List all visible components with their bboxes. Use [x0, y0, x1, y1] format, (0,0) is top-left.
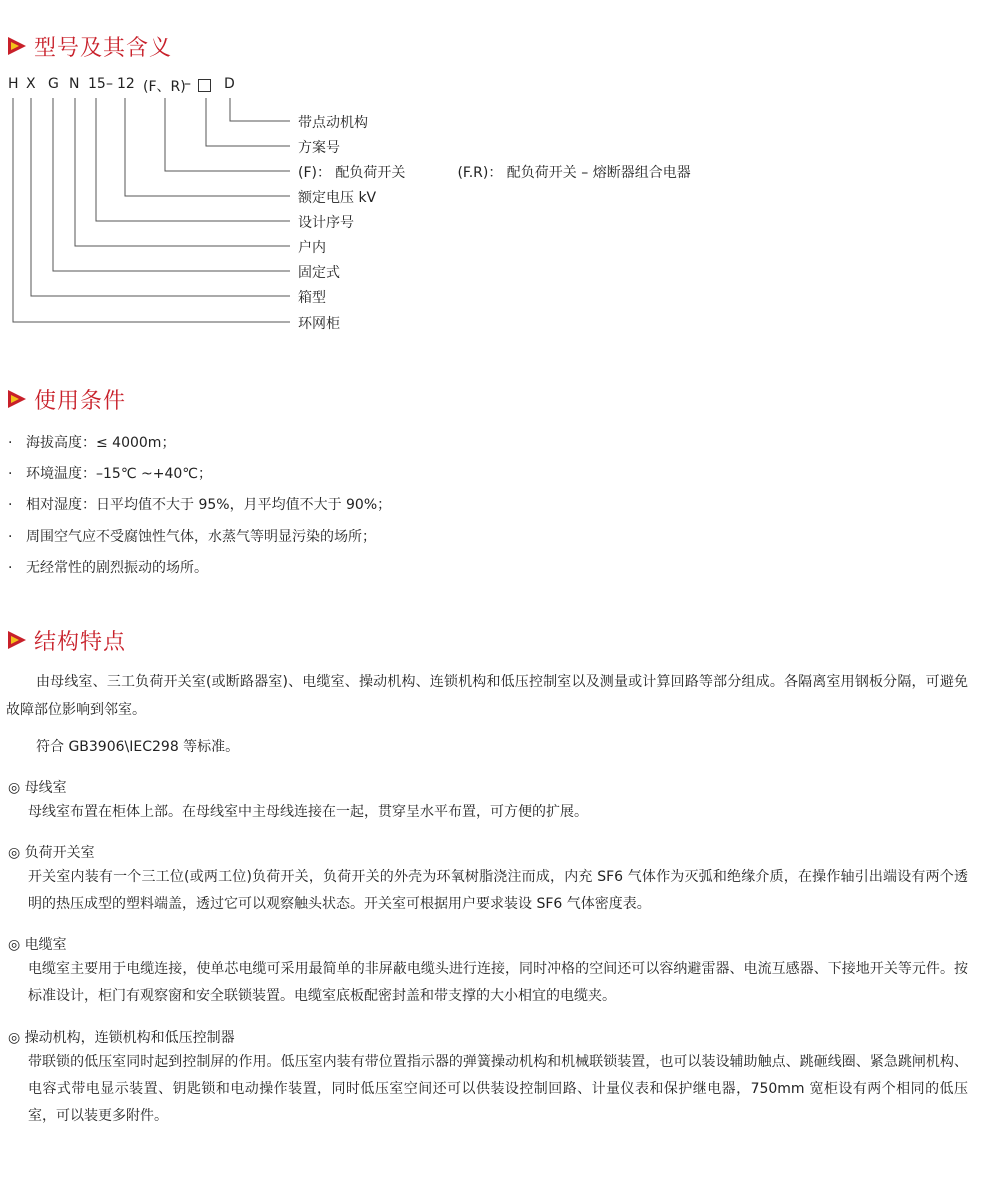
meaning-ring-main-unit: 环网柜	[298, 316, 340, 332]
meaning-config-fr: (F.R)： 配负荷开关 – 熔断器组合电器	[457, 165, 691, 181]
usage-item: · 相对湿度：日平均值不大于 95%，月平均值不大于 90%；	[8, 497, 392, 513]
code-char: H	[8, 76, 19, 92]
subsection-mechanism-body: 带联锁的低压室同时起到控制屏的作用。低压室内装有带位置指示器的弹簧操动机构和机械联锁装置，也可以装设辅助触点、跳砸线圈、紧急跳闸机构、电容式带电显示装置、钥匙锁和电动操作装置，同时低压室空间还可以供装设控制回路、计量仪表和保护继电器，750mm 宽柜设有两个相同的低压室，可以装更多附件。	[28, 1054, 968, 1124]
usage-item: · 海拔高度：≤ 4000m；	[8, 435, 176, 451]
usage-item: · 环境温度：–15℃ ~+40℃；	[8, 466, 212, 482]
subsection-cable-body: 电缆室主要用于电缆连接，使单芯电缆可采用最简单的非屏蔽电缆头进行连接，同时冲格的空间还可以容纳避雷器、电流互感器、下接地开关等元件。按标准设计，柜门有观察窗和安全联锁装置。电缆室底板配密封盖和带支撑的大小相宜的电缆夹。	[28, 961, 968, 1004]
code-char: D	[224, 76, 235, 92]
code-diagram-lines	[0, 0, 300, 340]
usage-item: · 无经常性的剧烈振动的场所。	[8, 560, 208, 576]
subsection-busbar-body: 母线室布置在柜体上部。在母线室中主母线连接在一起，贯穿呈水平布置，可方便的扩展。	[28, 804, 588, 820]
code-char: 15	[88, 76, 106, 92]
meaning-config	[298, 162, 691, 182]
subsection-cable-title: ◎ 电缆室	[8, 937, 67, 953]
meaning-point-operation: 带点动机构	[298, 115, 368, 131]
code-char: (F、R)	[143, 79, 186, 95]
subsection-busbar-title: ◎ 母线室	[8, 780, 67, 796]
structure-intro: 由母线室、三工负荷开关室(或断路器室)、电缆室、操动机构、连锁机构和低压控制室以及测量或计算回路等部分组成。各隔离室用钢板分隔，可避免故障部位影响到邻室。	[6, 674, 968, 718]
meaning-fixed: 固定式	[298, 265, 340, 281]
subsection-mechanism-title: ◎ 操动机构，连锁机构和低压控制器	[8, 1030, 235, 1046]
code-char: N	[69, 76, 80, 92]
section-title-text: 结构特点	[34, 629, 127, 655]
section-title-usage	[6, 383, 126, 415]
meaning-rated-voltage: 额定电压 kV	[298, 190, 377, 206]
subsection-switch-body: 开关室内装有一个三工位(或两工位)负荷开关，负荷开关的外壳为环氧树脂浇注而成，内充 SF6 气体作为灭弧和绝缘介质，在操作轴引出端设有两个透明的热压成型的塑料端盖，透过它可以观察触头状态。开关室可根据用户要求装设 SF6 气体密度表。	[28, 869, 968, 912]
meaning-indoor: 户内	[298, 240, 326, 256]
meaning-design-no: 设计序号	[298, 215, 354, 231]
structure-standard: 符合 GB3906\IEC298 等标准。	[36, 739, 240, 755]
code-char: 12	[117, 76, 135, 92]
section-title-text: 使用条件	[34, 388, 127, 414]
code-char: –	[184, 76, 191, 92]
usage-item: · 周围空气应不受腐蚀性气体，水蒸气等明显污染的场所；	[8, 529, 376, 545]
section-arrow-icon	[6, 629, 28, 651]
section-title-text: 型号及其含义	[34, 35, 173, 61]
code-char: –	[106, 76, 113, 92]
meaning-box-type: 箱型	[298, 290, 326, 306]
subsection-switch-title: ◎ 负荷开关室	[8, 845, 95, 861]
code-char: G	[48, 76, 59, 92]
meaning-config-f: (F)： 配负荷开关	[298, 165, 406, 181]
section-title-structure	[6, 624, 126, 656]
meaning-scheme-no: 方案号	[298, 140, 340, 156]
code-char: X	[26, 76, 36, 92]
section-arrow-icon	[6, 388, 28, 410]
